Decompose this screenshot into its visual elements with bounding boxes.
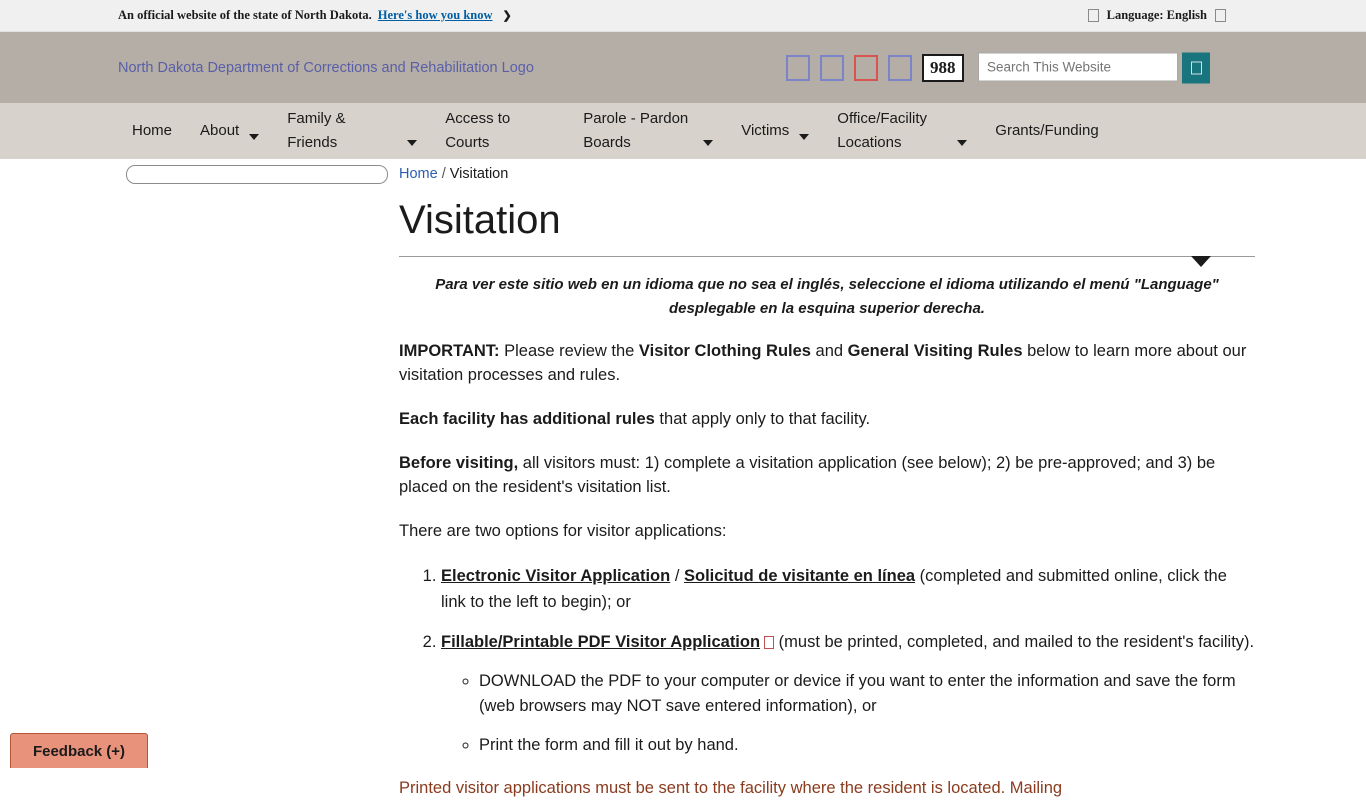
important-label: IMPORTANT:: [399, 342, 500, 360]
title-divider: [399, 256, 1255, 257]
nav-item-label: Parole - Pardon Boards: [583, 110, 689, 151]
search-input[interactable]: [978, 52, 1178, 81]
before-visiting-paragraph: [399, 451, 1255, 499]
language-selector[interactable]: [1088, 0, 1226, 31]
facility-rules-label: Each facility has additional rules: [399, 410, 655, 428]
nav-item-parole-pardon-boards[interactable]: [569, 103, 727, 159]
chevron-down-icon: [799, 134, 809, 140]
icon-box-1-icon[interactable]: [786, 55, 810, 81]
option-1-divider: /: [674, 567, 680, 585]
general-visiting-rules-text: General Visiting Rules: [847, 342, 1023, 360]
nav-item-office-facility-locations[interactable]: [823, 103, 981, 159]
nav-item-label: Access to Courts: [445, 110, 511, 151]
important-paragraph: [399, 339, 1255, 387]
nav-item-label: About: [200, 122, 240, 139]
option-2-rest: (must be printed, completed, and mailed to the resident's facility).: [774, 633, 1255, 651]
list-item: [441, 563, 1255, 615]
collapse-arrow-icon[interactable]: [1191, 256, 1211, 267]
nav-item-label: Family & Friends: [287, 110, 346, 151]
icon-box-2-icon[interactable]: [820, 55, 844, 81]
two-options-paragraph: There are two options for visitor applications:: [399, 522, 727, 540]
search-icon: [1191, 61, 1202, 74]
list-item: ◦ DOWNLOAD the PDF to your computer or device if you want to enter the information and save the form (web browsers may NOT save entered information), or: [479, 669, 1255, 719]
icon-box-4-icon[interactable]: [888, 55, 912, 81]
language-label: Language: English: [1106, 8, 1207, 22]
how-you-know-link[interactable]: Here's how you know: [377, 8, 493, 22]
spanish-notice: Para ver este sitio web en un idioma que no sea el inglés, seleccione el idioma utilizando el menú "Language" desplegable en la esquina superior derecha.: [435, 276, 1219, 317]
important-text-2: and: [810, 342, 848, 360]
electronic-visitor-application-link[interactable]: Electronic Visitor Application: [441, 567, 671, 585]
search-button[interactable]: [1182, 52, 1210, 83]
application-options-list: [399, 563, 1255, 758]
site-logo[interactable]: North Dakota Department of Corrections and Rehabilitation Logo: [118, 59, 534, 76]
header-icon-group: [786, 54, 964, 82]
breadcrumb-home-link[interactable]: Home: [399, 166, 438, 182]
chevron-down-icon: [249, 134, 259, 140]
important-text-3: below to learn more about our visitation processes and rules.: [399, 342, 1247, 384]
chevron-right-icon[interactable]: ❯: [502, 10, 512, 22]
mailing-paragraph: Printed visitor applications must be sent to the facility where the resident is located. Mailing: [399, 779, 1063, 797]
nav-item-grants-funding[interactable]: [981, 103, 1112, 159]
important-text-1: Please review the: [499, 342, 639, 360]
badge-988[interactable]: 988: [922, 54, 964, 82]
chevron-down-icon: [957, 140, 967, 146]
site-header: [0, 32, 1366, 103]
nav-item-label: Victims: [741, 122, 790, 139]
gov-banner-text: [118, 8, 512, 23]
nav-item-about[interactable]: [186, 103, 273, 159]
nav-item-home[interactable]: [118, 103, 186, 159]
breadcrumb: [399, 166, 508, 182]
chevron-down-icon: [407, 140, 417, 146]
before-visiting-label: Before visiting,: [399, 454, 519, 472]
nav-item-label: Home: [132, 122, 173, 139]
visitor-clothing-rules-text: Visitor Clothing Rules: [638, 342, 811, 360]
nav-item-label: Office/Facility Locations: [837, 110, 928, 151]
icon-box-3-icon[interactable]: [854, 55, 878, 81]
main-nav: [0, 103, 1366, 159]
nav-item-access-to-courts[interactable]: [431, 103, 569, 159]
list-item: ◦ Print the form and fill it out by hand.: [479, 733, 1255, 758]
gov-banner-label: An official website of the state of North Dakota.: [118, 8, 372, 22]
nav-item-family-friends[interactable]: [273, 103, 431, 159]
solicitud-visitante-link[interactable]: Solicitud de visitante en línea: [684, 567, 916, 585]
before-visiting-rest: all visitors must: 1) complete a visitation application (see below); 2) be pre-approved; and 3) be placed on the resident's visitation list.: [399, 454, 1216, 496]
gov-banner: [0, 0, 1366, 32]
chevron-down-icon[interactable]: [1215, 9, 1226, 22]
breadcrumb-current: Visitation: [449, 166, 509, 182]
page-title: Visitation: [399, 198, 561, 242]
breadcrumb-separator: /: [441, 166, 446, 182]
chevron-down-icon: [703, 140, 713, 146]
facility-rules-rest: that apply only to that facility.: [654, 410, 871, 428]
site-search: [978, 52, 1210, 83]
pdf-visitor-application-link[interactable]: Fillable/Printable PDF Visitor Application: [441, 633, 761, 651]
main-content: [399, 196, 1255, 800]
pdf-icon: [764, 636, 774, 649]
option-1-rest: (completed and submitted online, click the link to the left to begin); or: [441, 567, 1227, 611]
breadcrumb-row: [0, 159, 1366, 193]
nav-item-victims[interactable]: [727, 103, 823, 159]
facility-rules-paragraph: [399, 407, 1255, 431]
list-item: [441, 629, 1255, 758]
sidebar-placeholder-pill: [126, 165, 388, 184]
nav-item-label: Grants/Funding: [995, 122, 1099, 139]
feedback-button[interactable]: [10, 733, 148, 768]
feedback-label: Feedback (+): [32, 742, 126, 760]
pdf-instructions-list: [441, 669, 1255, 758]
globe-icon: [1088, 9, 1099, 22]
